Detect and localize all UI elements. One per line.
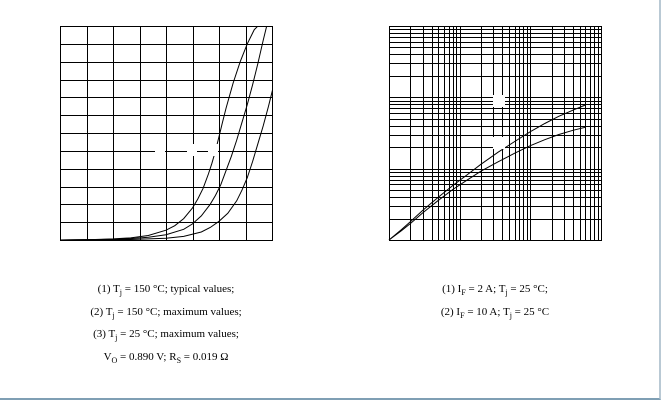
curve-label-3 xyxy=(208,144,218,156)
curve-label-1 xyxy=(155,144,165,156)
right-chart-caption xyxy=(390,280,600,325)
left-chart xyxy=(60,26,290,241)
plot-frame xyxy=(390,27,602,241)
left-chart-caption xyxy=(36,280,296,371)
caption-line-1: (1) $T_j = 150$ °C; typical values; xyxy=(97,283,235,298)
right-chart xyxy=(389,26,602,241)
caption-line-1: (1) $I_F = 2$ A; $T_j = 25$ °C; xyxy=(442,283,548,298)
curve-label-2 xyxy=(493,137,505,149)
caption-line-2: (2) $I_F = 10$ A; $T_j = 25$ °C xyxy=(440,305,550,320)
curve-label-2 xyxy=(187,144,197,156)
curve-2 xyxy=(389,127,585,240)
curve-label-1 xyxy=(493,95,505,107)
caption-line-2: (2) $T_j = 150$ °C; maximum values; xyxy=(90,305,242,320)
caption-line-4: $V_O = 0.890$ V; $R_S = 0.019$ Ω xyxy=(103,351,229,366)
caption-line-3: (3) $T_j = 25$ °C; maximum values; xyxy=(93,328,239,343)
